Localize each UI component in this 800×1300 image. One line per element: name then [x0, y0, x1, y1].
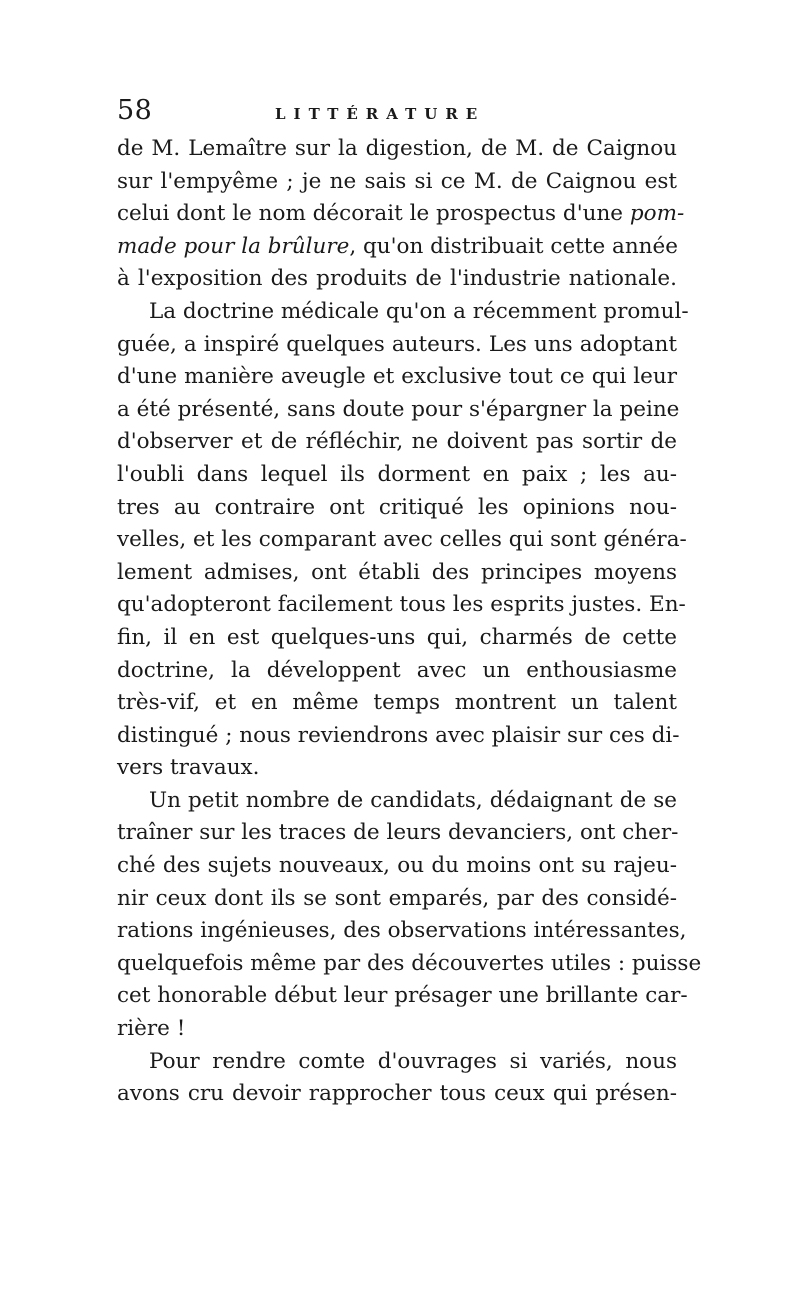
- text-line: nir ceux dont ils se sont emparés, par des considé-: [117, 885, 677, 911]
- text-line: avons cru devoir rapprocher tous ceux qui présen-: [117, 1081, 677, 1107]
- text-line: tres au contraire ont critiqué les opinions nou-: [117, 494, 677, 520]
- body-text: [117, 133, 702, 1111]
- text-line: sur l'empyême ; je ne sais si ce M. de Caignou est: [117, 168, 677, 194]
- italic-segment: pom-: [629, 201, 685, 227]
- text-line: l'oubli dans lequel ils dorment en paix ; les au-: [117, 461, 677, 487]
- text-line: lement admises, ont établi des principes moyens: [117, 559, 677, 585]
- text-line: [117, 231, 677, 264]
- text-line: vers travaux.: [117, 755, 260, 781]
- text-line: très-vif, et en même temps montrent un talent: [117, 690, 677, 716]
- text-line: [117, 198, 685, 231]
- text-line-segment: celui dont le nom décorait le prospectus d'une: [117, 201, 624, 227]
- text-line: Pour rendre comte d'ouvrages si variés, nous: [149, 1048, 677, 1074]
- text-line-segment: , qu'on distribuait cette année: [349, 233, 678, 259]
- text-line: qu'adopteront facilement tous les esprits justes. En-: [117, 592, 686, 618]
- text-line: cet honorable début leur présager une brillante car-: [117, 983, 688, 1009]
- running-title: LITTÉRATURE: [275, 105, 486, 123]
- text-line: de M. Lemaître sur la digestion, de M. de Caignou: [117, 136, 677, 161]
- text-line: guée, a inspiré quelques auteurs. Les uns adoptant: [117, 331, 677, 357]
- text-line: distingué ; nous reviendrons avec plaisir sur ces di-: [117, 722, 680, 748]
- text-line: d'observer et de réfléchir, ne doivent pas sortir de: [117, 429, 677, 455]
- text-line: a été présenté, sans doute pour s'épargner la peine: [117, 396, 680, 422]
- text-line: La doctrine médicale qu'on a récemment promul-: [149, 298, 689, 324]
- text-line: Un petit nombre de candidats, dédaignant de se: [149, 787, 677, 813]
- text-line: doctrine, la développent avec un enthousiasme: [117, 657, 677, 683]
- text-line: traîner sur les traces de leurs devanciers, ont cher-: [117, 820, 679, 846]
- text-line: fin, il en est quelques-uns qui, charmés de cette: [117, 624, 677, 650]
- text-line: ché des sujets nouveaux, ou du moins ont su rajeu-: [117, 853, 677, 879]
- text-line: quelquefois même par des découvertes utiles : puisse: [117, 950, 702, 976]
- text-line: d'une manière aveugle et exclusive tout ce qui leur: [117, 364, 677, 390]
- text-line: rations ingénieuses, des observations intéressantes,: [117, 918, 687, 944]
- text-line: à l'exposition des produits de l'industrie nationale.: [117, 266, 677, 292]
- text-line: rière !: [117, 1016, 186, 1042]
- page-number: 58: [117, 95, 153, 126]
- italic-segment: made pour la brûlure: [117, 233, 350, 259]
- text-line: velles, et les comparant avec celles qui sont généra-: [117, 527, 687, 553]
- running-head: [112, 92, 692, 132]
